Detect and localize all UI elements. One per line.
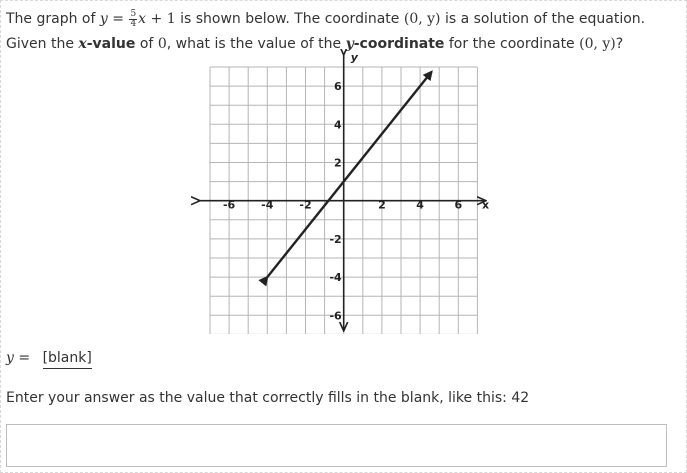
fraction-numerator: 5 xyxy=(130,8,137,19)
x-variable: x xyxy=(78,36,87,52)
y-tick-label: 4 xyxy=(334,118,342,132)
question-mark: ? xyxy=(615,36,624,52)
y-coordinate-label: -coordinate xyxy=(353,36,445,52)
y-tick-label: 6 xyxy=(334,80,342,94)
x-tick-label: 4 xyxy=(416,198,424,212)
question-text-part: The graph of xyxy=(6,11,96,27)
x-value-label: -value xyxy=(86,36,136,52)
y-tick-label: -6 xyxy=(329,309,342,323)
equation-y: y xyxy=(99,11,108,27)
question-text-part: is shown below. The coordinate xyxy=(180,11,400,27)
y-axis-label: y xyxy=(350,51,358,64)
tick-labels xyxy=(223,51,489,322)
equation-plus-one: + 1 xyxy=(150,11,176,27)
answer-blank: [blank] xyxy=(43,350,92,369)
x-tick-label: 6 xyxy=(454,198,463,212)
plotted-line xyxy=(267,72,431,277)
fraction-denominator: 4 xyxy=(130,18,137,29)
x-tick-label: -4 xyxy=(261,198,274,212)
answer-equals: = xyxy=(18,350,31,366)
answer-variable: y xyxy=(6,350,14,366)
coordinate-expression: (0, y) xyxy=(579,36,616,52)
question-text-part: , what is the value of the xyxy=(166,36,342,52)
x-axis-label: x xyxy=(482,198,490,212)
coordinate-graph xyxy=(190,49,490,334)
y-tick-label: -2 xyxy=(329,232,342,246)
x-tick-label: 2 xyxy=(378,198,386,212)
equation-fraction xyxy=(129,10,137,29)
question-text-part: for the coordinate xyxy=(448,36,575,52)
y-tick-label: 2 xyxy=(334,156,342,170)
x-tick-label: -6 xyxy=(222,198,236,212)
y-variable: y xyxy=(345,36,354,52)
y-tick-label: -4 xyxy=(329,271,342,285)
instructions-text: Enter your answer as the value that correctly fills in the blank, like this: 42 xyxy=(6,390,530,406)
equation-x: x xyxy=(138,11,147,27)
given-x-value: 0 xyxy=(157,36,167,52)
x-tick-label: -2 xyxy=(299,198,312,212)
graph-line xyxy=(267,72,431,277)
answer-input[interactable] xyxy=(6,424,667,467)
equation-equals: = xyxy=(112,11,124,27)
question-text-part: of xyxy=(139,36,154,52)
question-text-part: is a solution of the equation. Given the xyxy=(6,11,646,52)
graph-axes xyxy=(198,53,484,329)
answer-expression xyxy=(6,350,92,369)
coordinate-expression: (0, y) xyxy=(403,11,441,27)
